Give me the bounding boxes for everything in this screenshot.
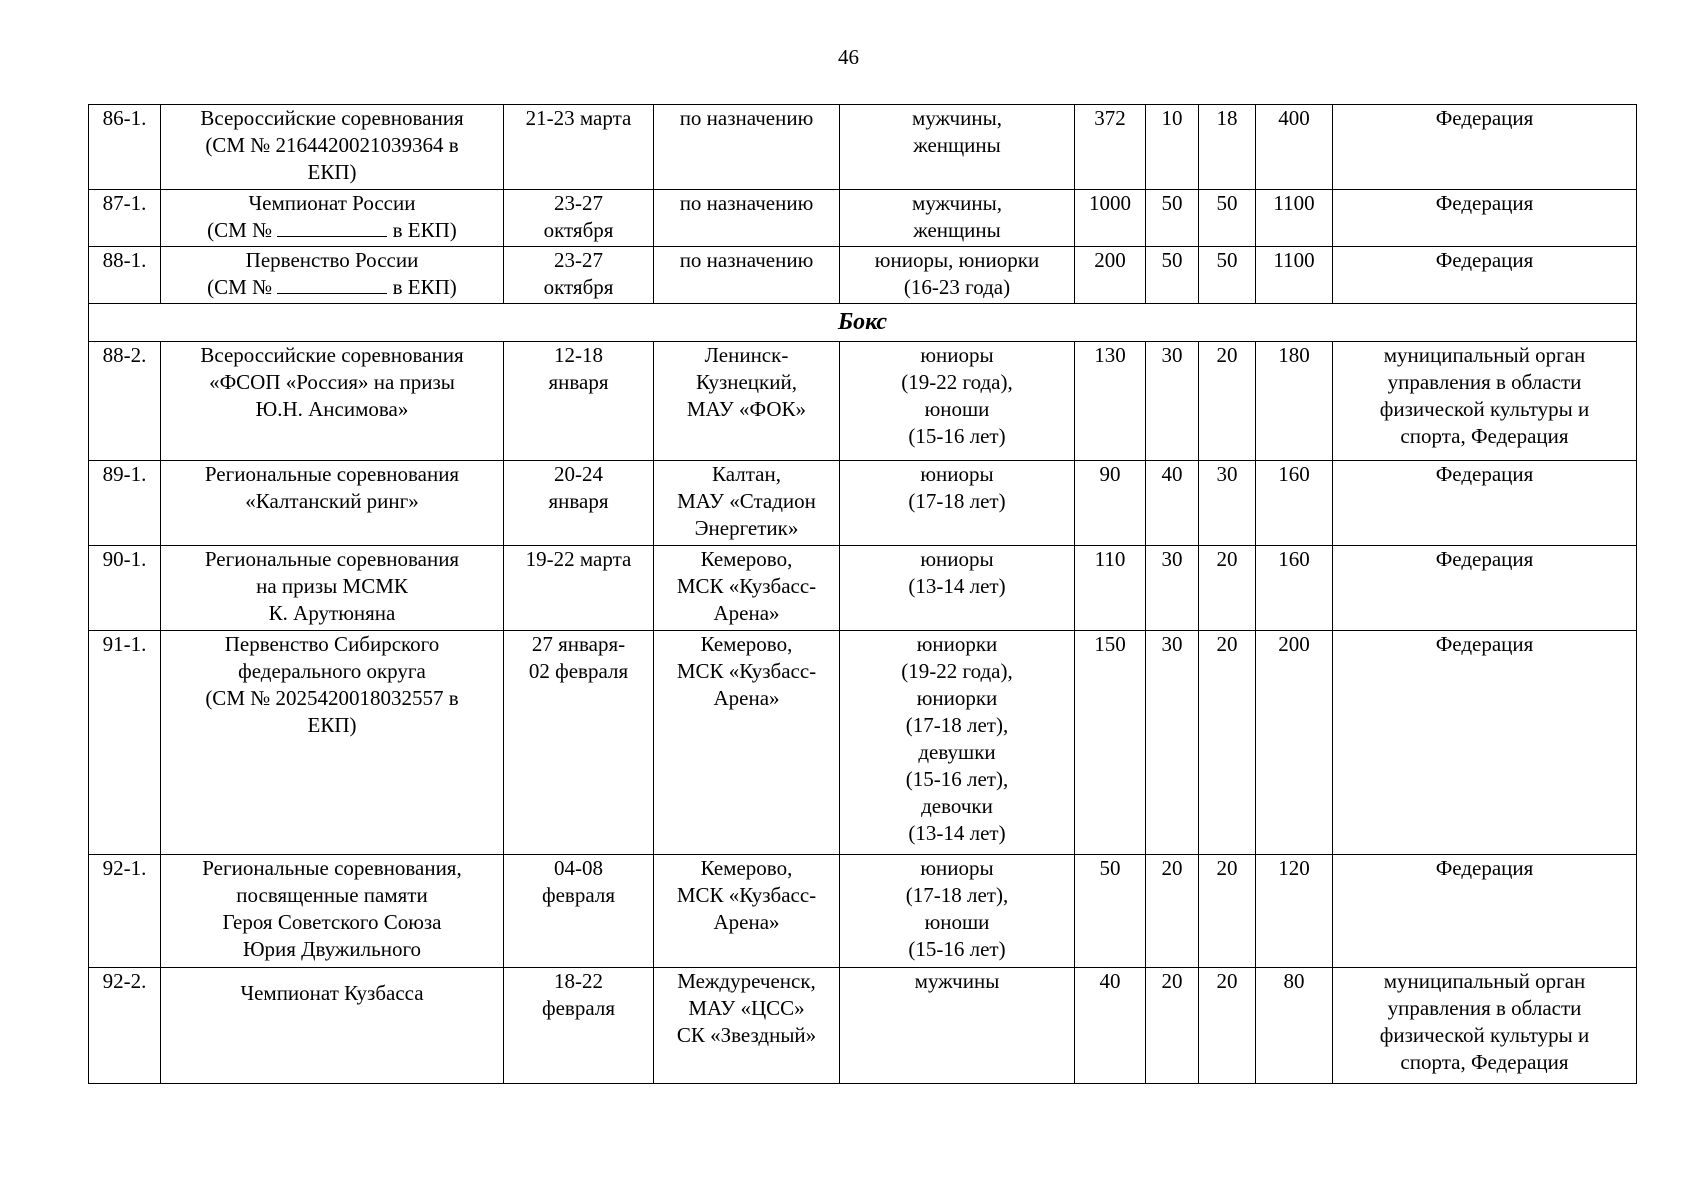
row-number: 86-1. (89, 105, 161, 190)
count-total: 400 (1256, 105, 1333, 190)
row-number: 88-1. (89, 247, 161, 304)
event-name: Чемпионат Кузбасса (161, 968, 504, 1084)
event-place: Междуреченск, МАУ «ЦСС» СК «Звездный» (654, 968, 840, 1084)
count-1: 90 (1075, 461, 1146, 546)
event-participants: мужчины, женщины (840, 105, 1075, 190)
count-3: 20 (1199, 968, 1256, 1084)
event-participants: юниорки (19-22 года), юниорки (17-18 лет), девушки (15-16 лет), девочки (13-14 лет) (840, 631, 1075, 855)
event-name-line (165, 217, 499, 244)
row-number: 92-2. (89, 968, 161, 1084)
row-number: 88-2. (89, 342, 161, 461)
count-1: 40 (1075, 968, 1146, 1084)
table-row (89, 461, 1637, 546)
event-name: Всероссийские соревнования (СМ № 2164420021039364 в ЕКП) (161, 105, 504, 190)
event-name-line: Чемпионат России (248, 191, 416, 215)
table-row (89, 968, 1637, 1084)
event-place: Калтан, МАУ «Стадион Энергетик» (654, 461, 840, 546)
events-table (88, 104, 1637, 1084)
event-organizer: Федерация (1333, 247, 1637, 304)
count-1: 150 (1075, 631, 1146, 855)
count-2: 50 (1146, 190, 1199, 247)
count-3: 50 (1199, 247, 1256, 304)
event-name-suffix: в ЕКП) (392, 218, 457, 242)
event-name-suffix: в ЕКП) (392, 275, 457, 299)
event-place: по назначению (654, 105, 840, 190)
count-total: 120 (1256, 855, 1333, 968)
table-row (89, 190, 1637, 247)
row-number: 90-1. (89, 546, 161, 631)
event-participants: мужчины (840, 968, 1075, 1084)
event-dates: 20-24 января (504, 461, 654, 546)
event-organizer: Федерация (1333, 461, 1637, 546)
event-place: по назначению (654, 247, 840, 304)
event-organizer: Федерация (1333, 546, 1637, 631)
count-total: 200 (1256, 631, 1333, 855)
event-organizer: Федерация (1333, 190, 1637, 247)
event-organizer: муниципальный орган управления в области физической культуры и спорта, Федерация (1333, 968, 1637, 1084)
event-dates: 21-23 марта (504, 105, 654, 190)
count-3: 18 (1199, 105, 1256, 190)
count-3: 20 (1199, 342, 1256, 461)
event-dates: 23-27 октября (504, 190, 654, 247)
event-participants: юниоры (19-22 года), юноши (15-16 лет) (840, 342, 1075, 461)
count-2: 30 (1146, 546, 1199, 631)
count-2: 10 (1146, 105, 1199, 190)
count-3: 20 (1199, 631, 1256, 855)
event-participants: мужчины, женщины (840, 190, 1075, 247)
count-3: 20 (1199, 546, 1256, 631)
count-total: 180 (1256, 342, 1333, 461)
count-2: 50 (1146, 247, 1199, 304)
blank-field (277, 275, 387, 294)
event-place: Кемерово, МСК «Кузбасс- Арена» (654, 855, 840, 968)
count-2: 20 (1146, 968, 1199, 1084)
count-total: 80 (1256, 968, 1333, 1084)
event-name: Региональные соревнования «Калтанский ринг» (161, 461, 504, 546)
event-name: Всероссийские соревнования «ФСОП «Россия» на призы Ю.Н. Ансимова» (161, 342, 504, 461)
event-name-line (165, 274, 499, 301)
row-number: 91-1. (89, 631, 161, 855)
count-2: 30 (1146, 342, 1199, 461)
event-dates: 27 января- 02 февраля (504, 631, 654, 855)
count-2: 30 (1146, 631, 1199, 855)
count-1: 50 (1075, 855, 1146, 968)
table-row (89, 546, 1637, 631)
row-number: 92-1. (89, 855, 161, 968)
event-participants: юниоры (17-18 лет) (840, 461, 1075, 546)
event-place: по назначению (654, 190, 840, 247)
table-row (89, 855, 1637, 968)
event-name-line: Первенство России (245, 248, 419, 272)
count-1: 130 (1075, 342, 1146, 461)
count-total: 1100 (1256, 190, 1333, 247)
count-1: 372 (1075, 105, 1146, 190)
blank-field (277, 218, 387, 237)
event-name: Первенство Сибирского федерального округа (СМ № 2025420018032557 в ЕКП) (161, 631, 504, 855)
count-total: 1100 (1256, 247, 1333, 304)
count-total: 160 (1256, 461, 1333, 546)
event-organizer: Федерация (1333, 105, 1637, 190)
event-dates: 19-22 марта (504, 546, 654, 631)
event-name (161, 190, 504, 247)
count-2: 20 (1146, 855, 1199, 968)
event-name: Региональные соревнования на призы МСМК К. Арутюняна (161, 546, 504, 631)
event-participants: юниоры (17-18 лет), юноши (15-16 лет) (840, 855, 1075, 968)
event-name-prefix: (СМ № (207, 218, 273, 242)
count-total: 160 (1256, 546, 1333, 631)
count-1: 200 (1075, 247, 1146, 304)
event-organizer: муниципальный орган управления в области физической культуры и спорта, Федерация (1333, 342, 1637, 461)
row-number: 87-1. (89, 190, 161, 247)
event-dates: 23-27 октября (504, 247, 654, 304)
page-number: 46 (838, 45, 859, 69)
event-participants: юниоры, юниорки (16-23 года) (840, 247, 1075, 304)
event-dates: 18-22 февраля (504, 968, 654, 1084)
event-place: Кемерово, МСК «Кузбасс- Арена» (654, 631, 840, 855)
table-row (89, 631, 1637, 855)
event-organizer: Федерация (1333, 631, 1637, 855)
count-1: 1000 (1075, 190, 1146, 247)
event-name-prefix: (СМ № (207, 275, 273, 299)
count-3: 20 (1199, 855, 1256, 968)
event-organizer: Федерация (1333, 855, 1637, 968)
row-number: 89-1. (89, 461, 161, 546)
count-2: 40 (1146, 461, 1199, 546)
event-place: Ленинск- Кузнецкий, МАУ «ФОК» (654, 342, 840, 461)
event-participants: юниоры (13-14 лет) (840, 546, 1075, 631)
count-3: 30 (1199, 461, 1256, 546)
event-dates: 12-18 января (504, 342, 654, 461)
table-row (89, 247, 1637, 304)
section-title: Бокс (89, 304, 1637, 342)
count-1: 110 (1075, 546, 1146, 631)
event-place: Кемерово, МСК «Кузбасс- Арена» (654, 546, 840, 631)
section-row (89, 304, 1637, 342)
table-row (89, 342, 1637, 461)
table-row (89, 105, 1637, 190)
event-dates: 04-08 февраля (504, 855, 654, 968)
event-name: Региональные соревнования, посвященные памяти Героя Советского Союза Юрия Двужильного (161, 855, 504, 968)
event-name (161, 247, 504, 304)
count-3: 50 (1199, 190, 1256, 247)
